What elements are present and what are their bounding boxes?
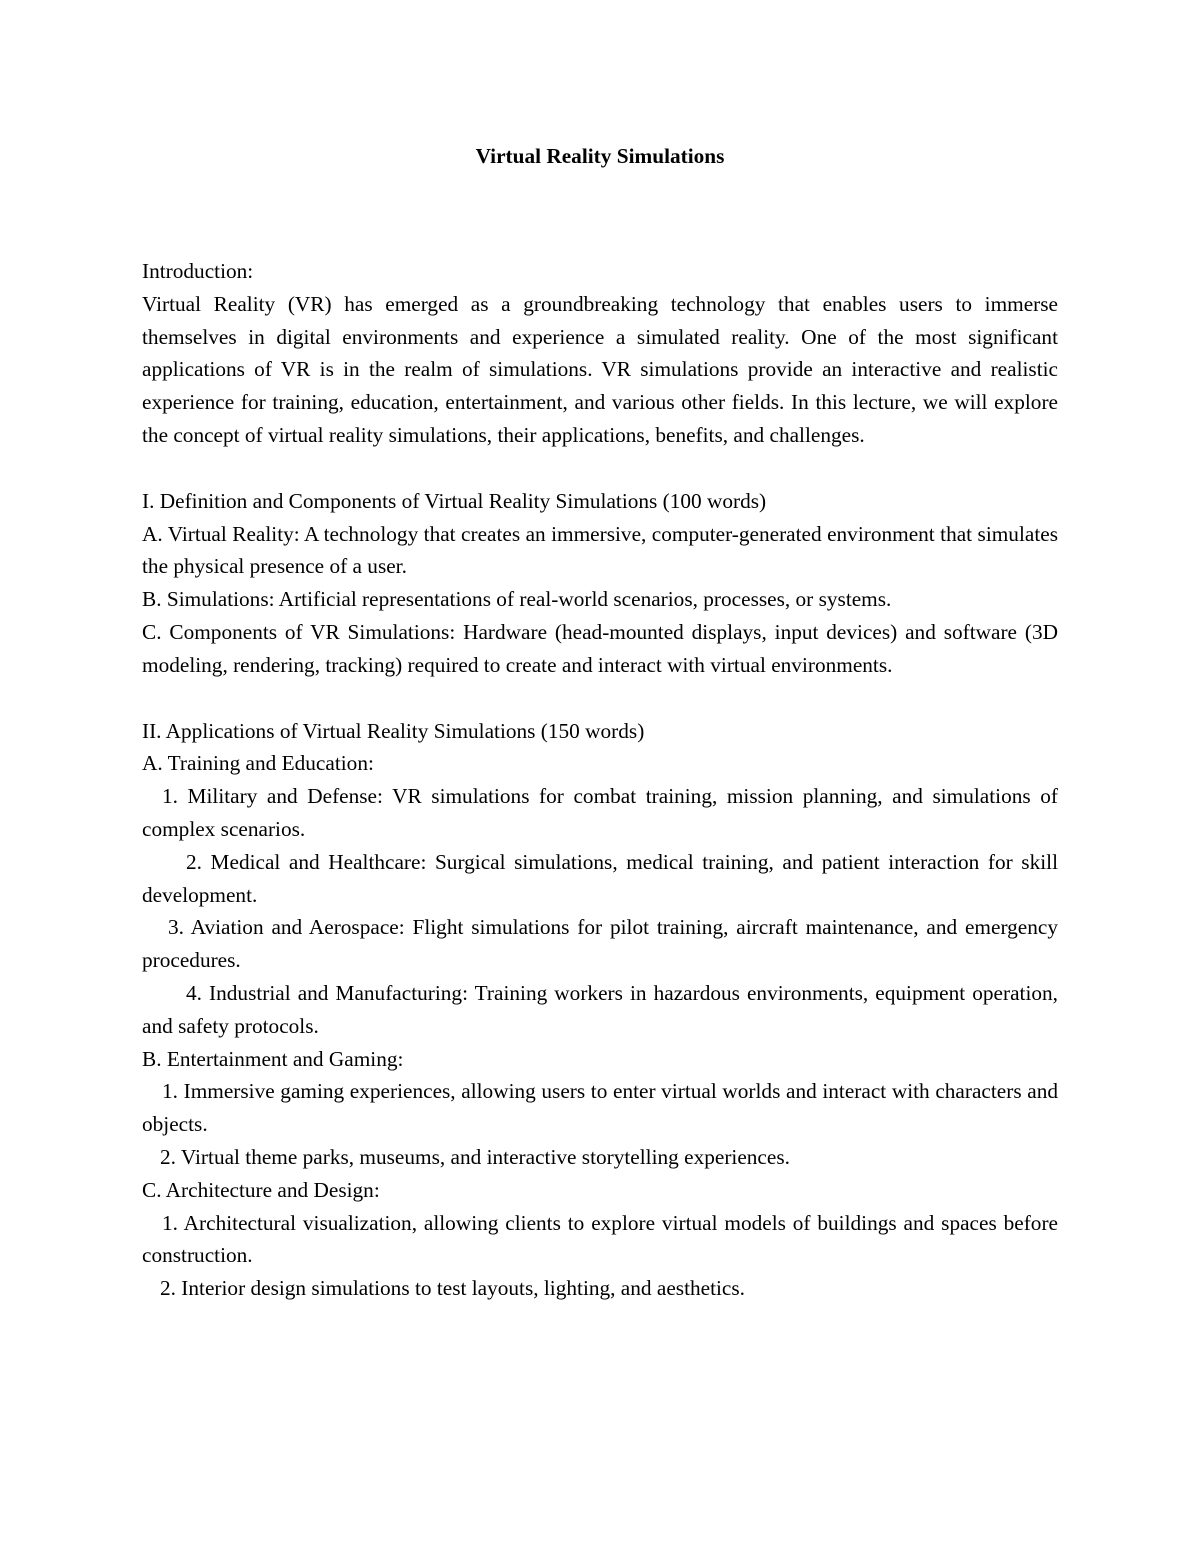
- section-2-b-item-2: 2. Virtual theme parks, museums, and interactive storytelling experiences.: [160, 1144, 790, 1169]
- intro-paragraph: Virtual Reality (VR) has emerged as a groundbreaking technology that enables users to immerse themselves in digital environments and experience a simulated reality. One of the most significant applications of VR is in the realm of simulations. VR simulations provide an interactive and realistic experience for training, education, entertainment, and various other fields. In this lecture, we will explore the concept of virtual reality simulations, their applications, benefits, and challenges.: [142, 291, 1058, 447]
- document-body: [142, 140, 1058, 1305]
- section-2-c-heading: C. Architecture and Design:: [142, 1177, 380, 1202]
- intro-heading: Introduction:: [142, 259, 254, 283]
- section-2-a-item-4: 4. Industrial and Manufacturing: Training workers in hazardous environments, equipment operation, and safety protocols.: [142, 980, 1058, 1038]
- section-2-a-item-3: 3. Aviation and Aerospace: Flight simulations for pilot training, aircraft maintenance, and emergency procedures.: [142, 915, 1058, 973]
- section-1-item-c: C. Components of VR Simulations: Hardware (head-mounted displays, input devices) and software (3D modeling, rendering, tracking) required to create and interact with virtual environments.: [142, 619, 1058, 677]
- section-1-item-a: A. Virtual Reality: A technology that creates an immersive, computer-generated environment that simulates the physical presence of a user.: [142, 521, 1058, 579]
- spacer: [142, 452, 1058, 485]
- section-2-heading: II. Applications of Virtual Reality Simulations (150 words): [142, 718, 645, 743]
- section-2-a-heading: A. Training and Education:: [142, 751, 374, 776]
- section-2-c-item-2: 2. Interior design simulations to test layouts, lighting, and aesthetics.: [160, 1276, 745, 1301]
- section-2-a-item-1: 1. Military and Defense: VR simulations for combat training, mission planning, and simulations of complex scenarios.: [142, 784, 1058, 841]
- section-2-c-item-1: 1. Architectural visualization, allowing clients to explore virtual models of buildings and spaces before construction.: [142, 1210, 1058, 1268]
- spacer: [142, 682, 1058, 715]
- section-2-b-item-1: 1. Immersive gaming experiences, allowing users to enter virtual worlds and interact with characters and objects.: [142, 1079, 1058, 1137]
- document-title: Virtual Reality Simulations: [475, 144, 725, 168]
- section-2-a-item-2: 2. Medical and Healthcare: Surgical simulations, medical training, and patient interaction for skill development.: [142, 849, 1058, 907]
- section-1-item-b: B. Simulations: Artificial representations of real-world scenarios, processes, or systems.: [142, 587, 892, 612]
- section-2-b-heading: B. Entertainment and Gaming:: [142, 1046, 404, 1071]
- section-1-heading: I. Definition and Components of Virtual Reality Simulations (100 words): [142, 488, 767, 513]
- spacer: [142, 173, 1058, 255]
